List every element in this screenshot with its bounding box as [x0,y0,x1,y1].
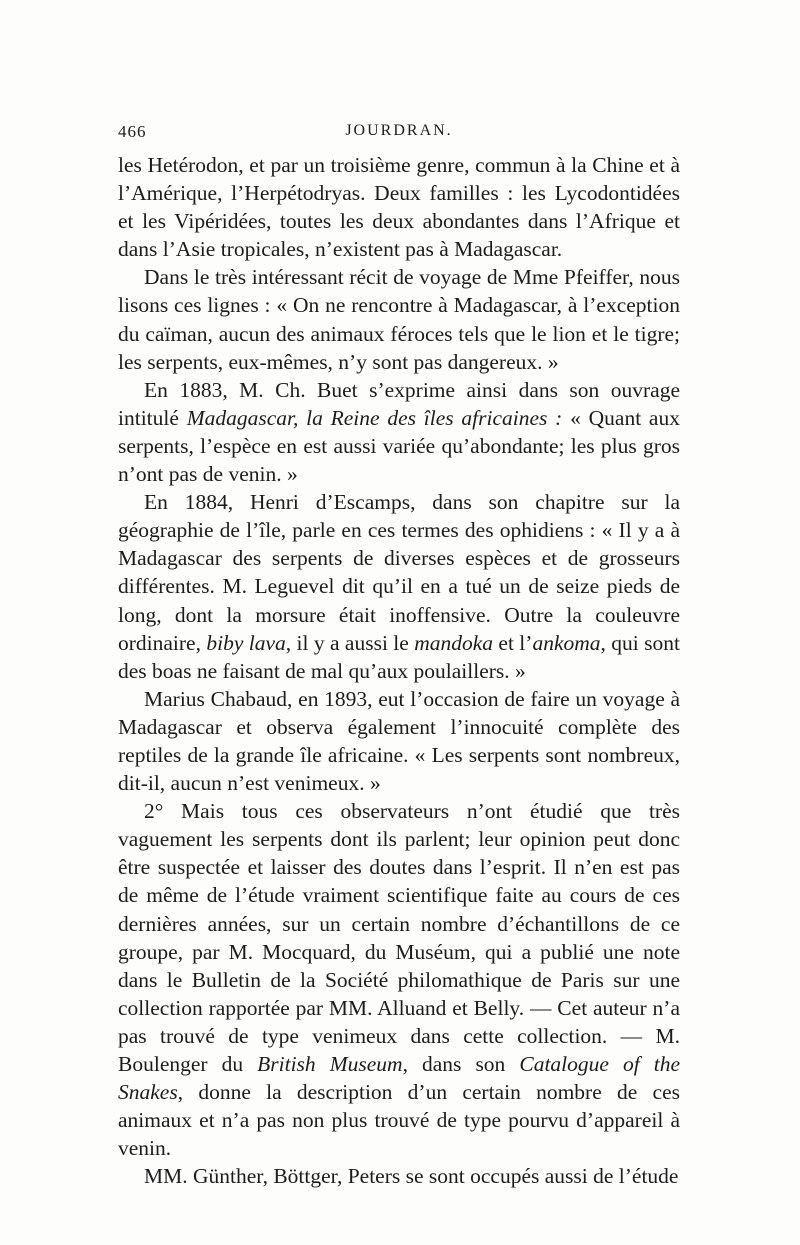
paragraph [118,685,680,797]
text-run: En 1884, Henri d’Escamps, dans son chapitre sur la géographie de l’île, parle en ces termes des ophidiens : « Il y a à Madagascar des serpents de diverses espèces et de grosseurs différentes. M. Leguevel dit qu’il en a tué un de seize pieds de long, dont la morsure était inoffensive. Outre la couleuvre ordinaire, [118,490,680,655]
text-run: Dans le très intéressant récit de voyage de Mme Pfeiffer, nous lisons ces lignes : « On ne rencontre à Madagascar, à l’exception du caïman, aucun des animaux féroces tels que le lion et le tigre; les serpents, eux-mêmes, n’y sont pas dangereux. » [118,265,680,374]
text-run: MM. Günther, Böttger, Peters se sont occupés aussi de l’étude [144,1164,679,1189]
text-run: 2° Mais tous ces observateurs n’ont étudié que très vaguement les serpents dont ils parlent; leur opinion peut donc être suspectée et laisser des doutes dans l’esprit. Il n’en est pas de même de l’étude vraiment scientifique faite au cours de ces dernières années, sur un certain nombre d’échantillons de ce groupe, par M. Mocquard, du Muséum, qui a publié une note dans le Bulletin de la Société philomathique de Paris sur une collection rapportée par MM. Alluand et Belly. — Cet auteur n’a pas trouvé de type venimeux dans cette collection. — M. Boulenger du [118,799,680,1076]
text-run: , dans son [402,1052,520,1076]
text-run: , il y a aussi le [285,630,415,655]
text-run: , donne la description d’un certain nombre de ces animaux et n’a pas non plus trouvé de type pourvu d’appareil à venin. [118,1080,680,1161]
text-run: Marius Chabaud, en 1893, eut l’occasion de faire un voyage à Madagascar et observa également l’innocuité complète des reptiles de la grande île africaine. « Les serpents sont nombreux, dit-il, aucun n’est venimeux. » [118,686,680,796]
italic-text: ankoma [532,630,601,655]
paragraph [118,488,680,685]
text-run: « Quant aux serpents, l’espèce en est aussi variée qu’abondante; les plus gros n’ont pas de venin. » [118,405,680,487]
italic-text: biby lava [206,630,286,655]
italic-text: British Museum [257,1052,403,1076]
text-run: les Hetérodon, et par un troisième genre, commun à la Chine et à l’Amérique, l’Herpétodryas. Deux familles : les Lycodontidées et les Vipéridées, toutes les deux abondantes dans l’Afrique et dans l’Asie tropicales, n’existent pas à Madagascar. [118,153,680,262]
text-run: En 1883, M. Ch. Buet s’exprime ainsi dans son ouvrage intitulé [118,377,680,430]
paragraph [118,151,680,263]
italic-text: Madagascar, la Reine des îles africaines : [186,405,563,430]
paragraph [118,1162,680,1190]
italic-text: mandoka [414,630,494,655]
text-run: et l’ [493,630,533,655]
italic-text: Catalogue of the Snakes [118,1052,681,1105]
running-head [118,122,680,144]
paragraph [118,263,680,375]
paragraph [118,376,680,488]
text-run: , qui sont des boas ne faisant de mal qu’aux poulaillers. » [118,630,680,683]
body-text [118,151,680,1190]
page-number: 466 [118,122,147,141]
running-title: JOURDRAN. [345,122,453,139]
paragraph [118,797,680,1162]
